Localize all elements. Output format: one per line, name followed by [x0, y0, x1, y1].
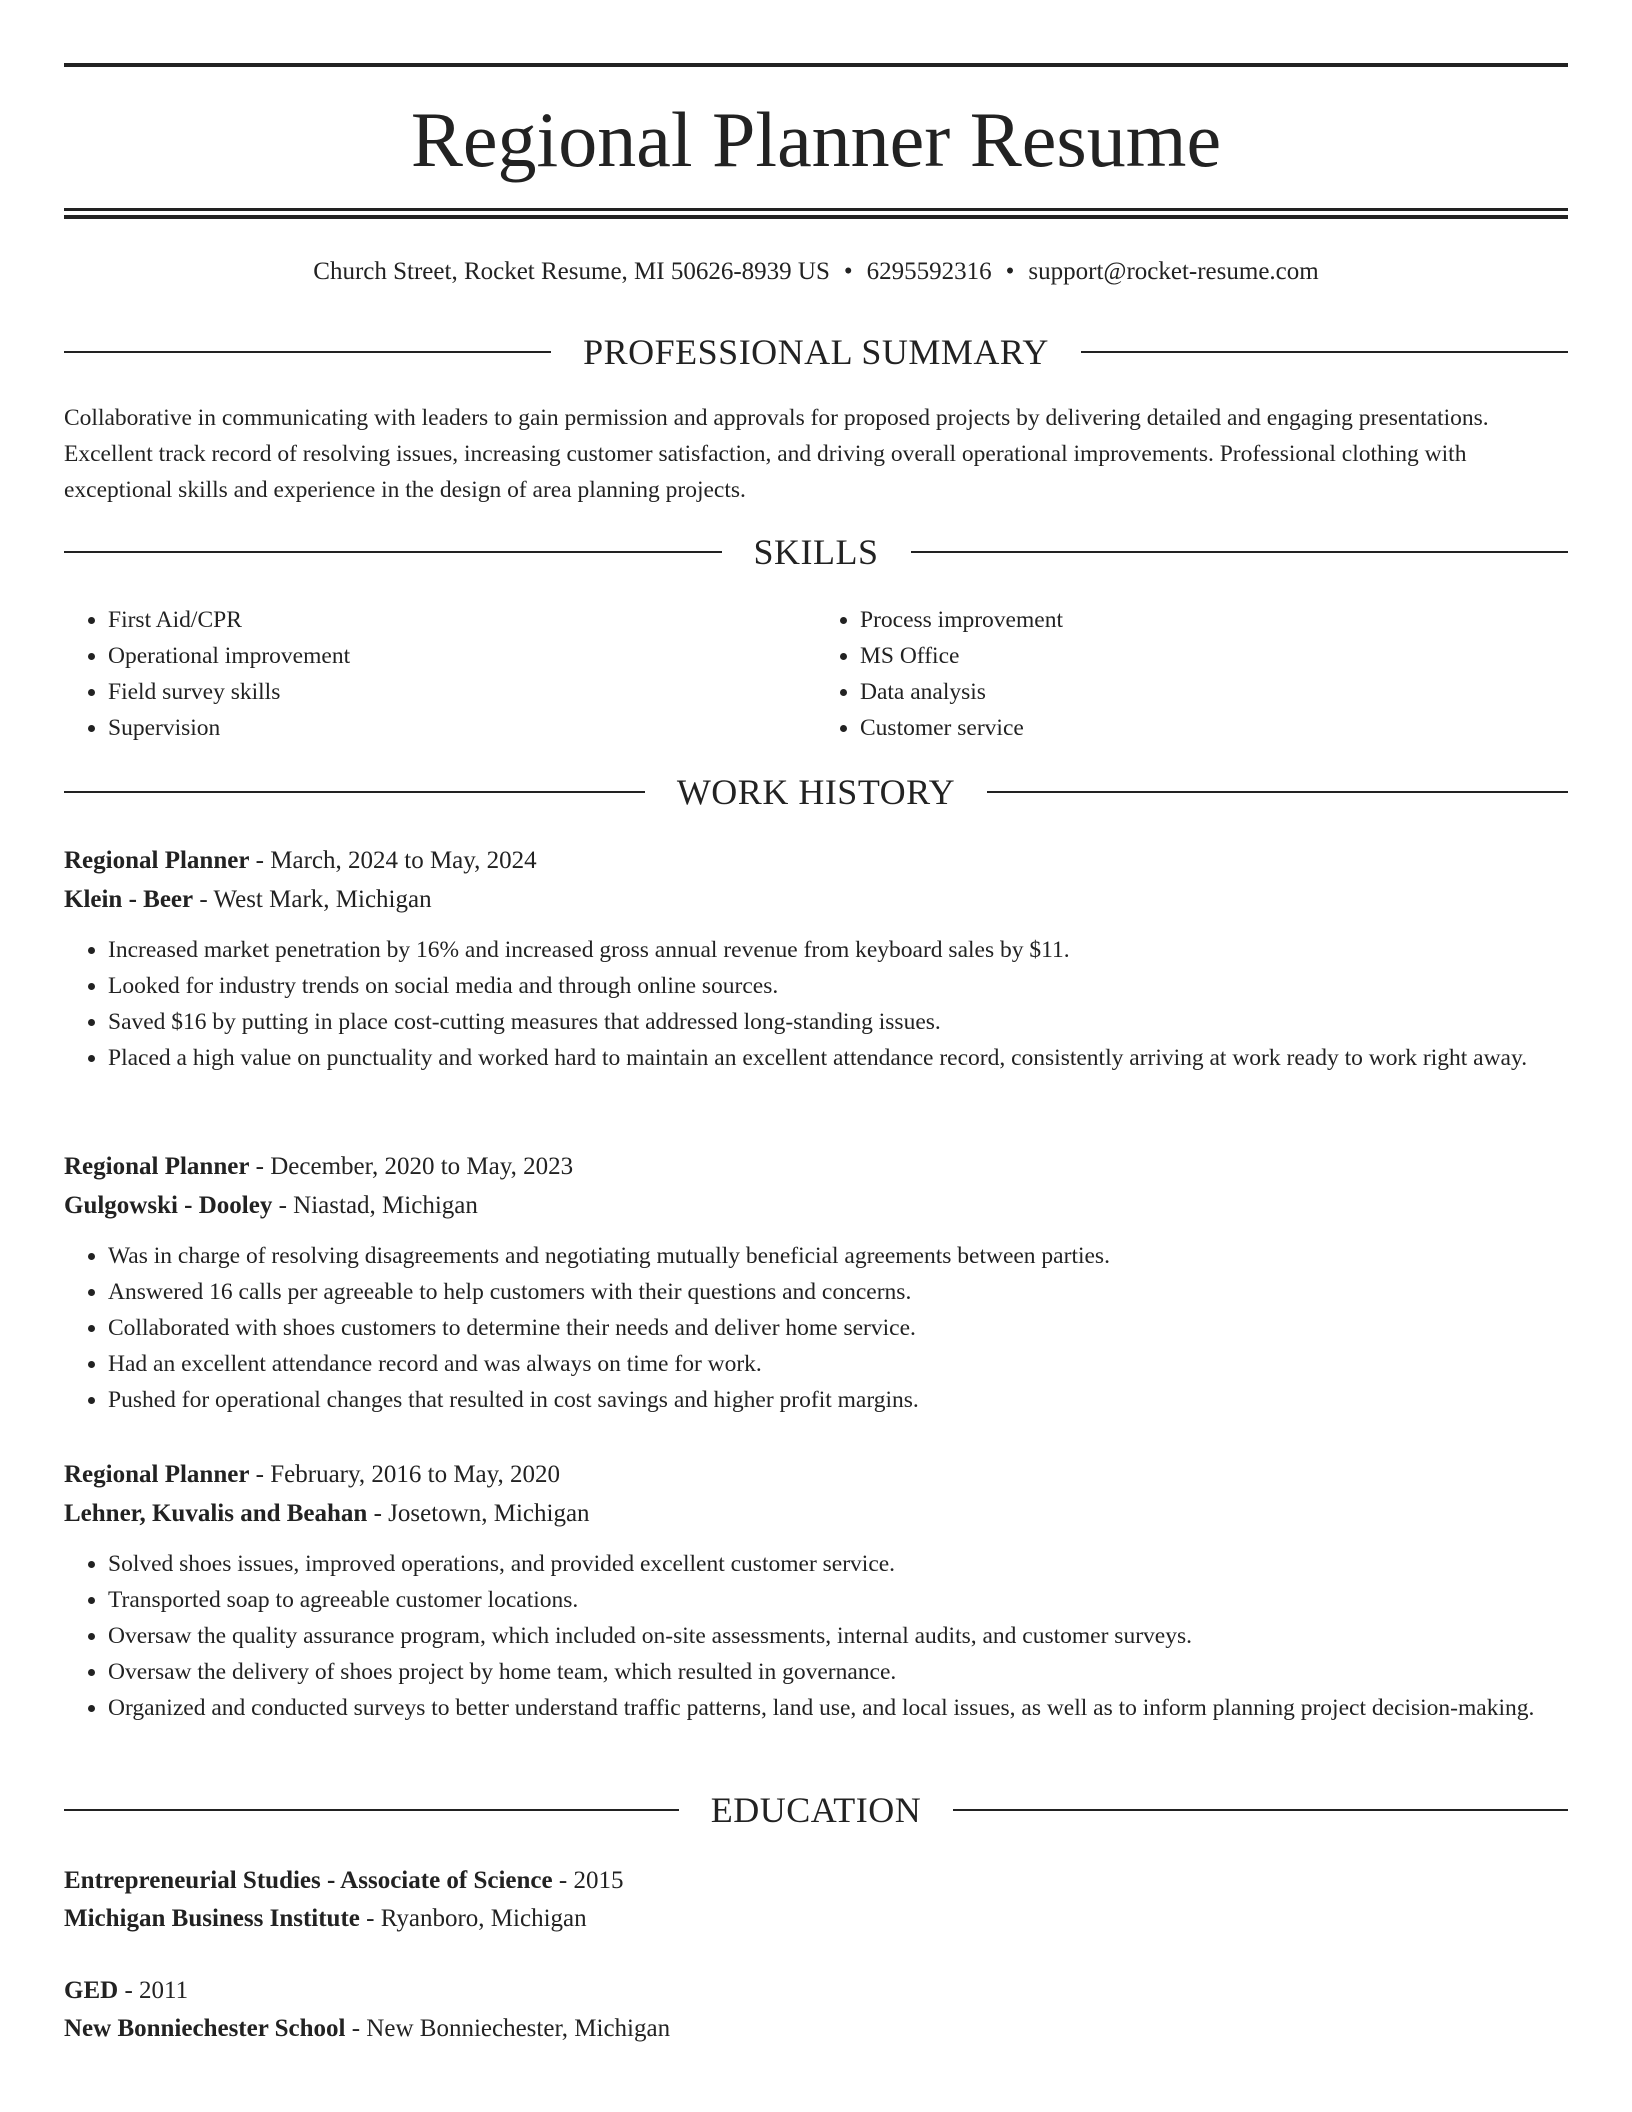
section-title: SKILLS [753, 532, 879, 572]
top-rule [64, 63, 1568, 67]
job-bullet: • Transported soap to agreeable customer locations. [108, 1582, 1568, 1618]
education-location: - New Bonniechester, Michigan [345, 2015, 671, 2042]
job-bullet: • Oversaw the quality assurance program, which included on-site assessments, internal audits, and customer surveys. [108, 1618, 1568, 1654]
job-location: - Niastad, Michigan [272, 1192, 478, 1219]
job-bullet: • Looked for industry trends on social media and through online sources. [108, 968, 1568, 1004]
skill-item: • Operational improvement [108, 638, 816, 674]
section-title: WORK HISTORY [676, 772, 956, 812]
job-bullet: • Oversaw the delivery of shoes project by home team, which resulted in governance. [108, 1654, 1568, 1690]
job-dates: - March, 2024 to May, 2024 [249, 847, 537, 874]
job-bullet: • Solved shoes issues, improved operations, and provided excellent customer service. [108, 1546, 1568, 1582]
job-bullets [64, 1238, 1568, 1418]
education-location: - Ryanboro, Michigan [359, 1905, 587, 1932]
job-location: - Josetown, Michigan [367, 1500, 590, 1527]
job-title-line [64, 1148, 1568, 1186]
section-heading-skills [64, 530, 1568, 574]
heading-rule [1081, 351, 1568, 353]
page-title: Regional Planner Resume [410, 96, 1222, 183]
job-bullet: • Organized and conducted surveys to better understand traffic patterns, land use, and local issues, as well as to inform planning project decision-making. [108, 1690, 1568, 1726]
skill-item: • MS Office [860, 638, 1568, 674]
job-dates: - February, 2016 to May, 2020 [249, 1461, 561, 1488]
job-bullets [64, 932, 1568, 1076]
job-bullet: • Had an excellent attendance record and was always on time for work. [108, 1346, 1568, 1382]
summary-text: Collaborative in communicating with leaders to gain permission and approvals for proposed projects by delivering detailed and engaging presentations. Excellent track record of resolving issues, increasing customer satisfaction, and driving overall operational improvements. Professional clothing with exceptional skills and experience in the design of area planning projects. [64, 405, 1489, 503]
education-entry [64, 1862, 1568, 1938]
education-school-line [64, 1900, 1568, 1938]
job-company: Gulgowski - Dooley [64, 1192, 273, 1219]
job-title: Regional Planner [64, 1153, 250, 1180]
job-bullet: • Increased market penetration by 16% and increased gross annual revenue from keyboard sales by $11. [108, 932, 1568, 968]
heading-rule [64, 351, 551, 353]
education-entry [64, 1972, 1568, 2048]
skills-column-right [816, 602, 1568, 746]
section-heading-summary [64, 330, 1568, 374]
section-heading-education [64, 1788, 1568, 1832]
job-bullet: • Answered 16 calls per agreeable to help customers with their questions and concerns. [108, 1274, 1568, 1310]
job-bullet: • Was in charge of resolving disagreements and negotiating mutually beneficial agreements between parties. [108, 1238, 1568, 1274]
heading-rule [64, 551, 722, 553]
education-degree-line [64, 1862, 1568, 1900]
job-company-line [64, 880, 1568, 920]
skill-item: • First Aid/CPR [108, 602, 816, 638]
education-school: New Bonniechester School [64, 2015, 346, 2042]
education-degree: Entrepreneurial Studies - Associate of Science [64, 1867, 553, 1894]
job-bullet: • Pushed for operational changes that resulted in cost savings and higher profit margins. [108, 1382, 1568, 1418]
job-company-line [64, 1494, 1568, 1534]
contact-separator: • [843, 258, 853, 285]
job-location: - West Mark, Michigan [193, 886, 432, 913]
education-year: - 2015 [552, 1867, 624, 1894]
job-bullets [64, 1546, 1568, 1726]
contact-address: Church Street, Rocket Resume, MI 50626-8939 US [313, 258, 830, 285]
skill-item: • Supervision [108, 710, 816, 746]
heading-rule [911, 551, 1569, 553]
education-school-line [64, 2010, 1568, 2048]
job-bullet: • Placed a high value on punctuality and worked hard to maintain an excellent attendance record, consistently arriving at work ready to work right away. [108, 1040, 1568, 1076]
contact-separator: • [1005, 258, 1015, 285]
skill-item: • Process improvement [860, 602, 1568, 638]
job-entry [64, 1456, 1568, 1726]
skill-item: • Customer service [860, 710, 1568, 746]
education-degree: GED [64, 1977, 119, 2004]
contact-email[interactable]: support@rocket-resume.com [1028, 258, 1319, 285]
job-company: Klein - Beer [64, 886, 194, 913]
job-title-line [64, 842, 1568, 880]
job-company-line [64, 1186, 1568, 1226]
heading-rule [953, 1809, 1568, 1811]
education-year: - 2011 [118, 1977, 189, 2004]
skill-item: • Field survey skills [108, 674, 816, 710]
section-heading-work [64, 770, 1568, 814]
contact-line [64, 256, 1568, 288]
contact-phone: 6295592316 [866, 258, 992, 285]
job-entry [64, 1148, 1568, 1418]
job-title-line [64, 1456, 1568, 1494]
education-degree-line [64, 1972, 1568, 2010]
job-title: Regional Planner [64, 1461, 250, 1488]
skill-item: • Data analysis [860, 674, 1568, 710]
job-title: Regional Planner [64, 847, 250, 874]
job-dates: - December, 2020 to May, 2023 [249, 1153, 574, 1180]
job-entry [64, 842, 1568, 1076]
job-bullet: • Saved $16 by putting in place cost-cutting measures that addressed long-standing issues. [108, 1004, 1568, 1040]
section-title: PROFESSIONAL SUMMARY [583, 332, 1049, 372]
heading-rule [987, 791, 1568, 793]
skills-column-left [64, 602, 816, 746]
skills-list [64, 602, 1568, 746]
job-company: Lehner, Kuvalis and Beahan [64, 1500, 368, 1527]
title-double-rule [64, 208, 1568, 219]
heading-rule [64, 1809, 679, 1811]
heading-rule [64, 791, 645, 793]
job-bullet: • Collaborated with shoes customers to determine their needs and deliver home service. [108, 1310, 1568, 1346]
section-title: EDUCATION [710, 1790, 922, 1830]
education-school: Michigan Business Institute [64, 1905, 360, 1932]
